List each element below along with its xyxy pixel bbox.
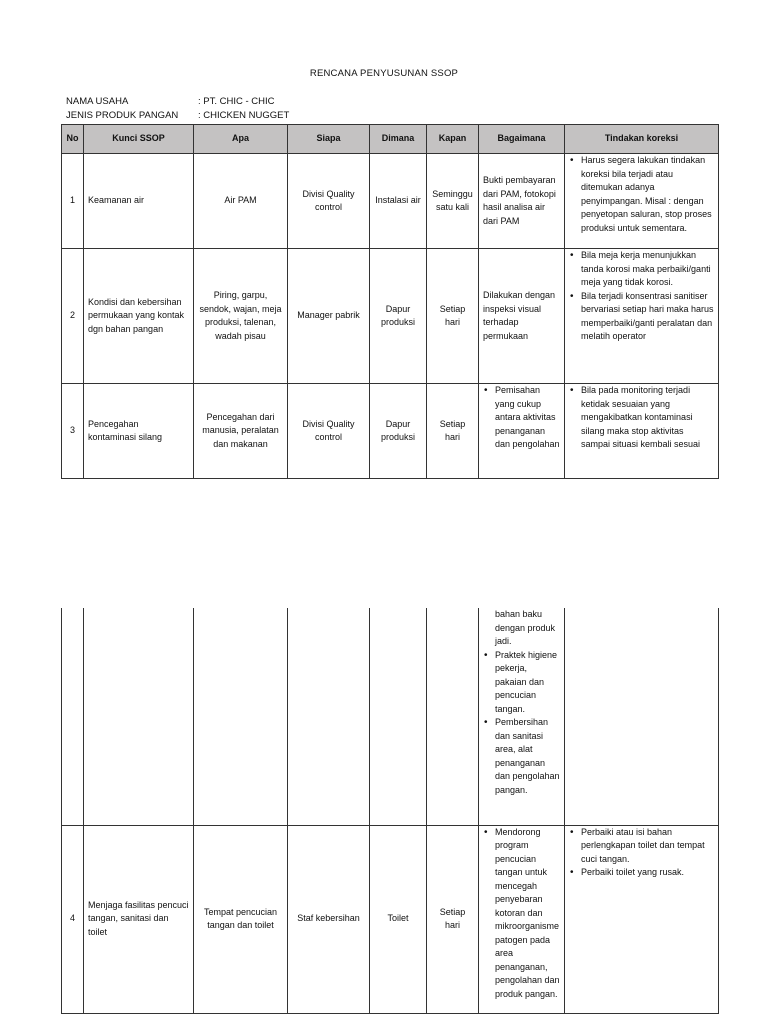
list-item: • Bila terjadi konsentrasi sanitiser bervariasi setiap hari maka harus memperbaiki/ganti peralatan dan melatih operator: [569, 290, 714, 344]
row-tindakan: [565, 249, 719, 384]
row-siapa: Divisi Quality control: [288, 384, 370, 479]
table-row: [62, 154, 719, 249]
list-item: • Perbaiki toilet yang rusak.: [569, 866, 714, 880]
business-name-value: : PT. CHIC - CHIC: [198, 96, 275, 107]
row-dimana: [370, 608, 427, 825]
table-row: [62, 825, 719, 1013]
business-name-label: NAMA USAHA: [66, 96, 129, 107]
row-dimana: Toilet: [370, 825, 427, 1013]
row-tindakan: [565, 154, 719, 249]
row-dimana: Dapur produksi: [370, 384, 427, 479]
row-no: 1: [62, 154, 84, 249]
header-siapa: Siapa: [288, 125, 370, 154]
table-row-continued: [62, 608, 719, 825]
row-kapan: Setiap hari: [427, 825, 479, 1013]
row-no: [62, 608, 84, 825]
row-kunci: Kondisi dan kebersihan permukaan yang kontak dgn bahan pangan: [84, 249, 194, 384]
row-apa: [194, 608, 288, 825]
document-title: RENCANA PENYUSUNAN SSOP: [309, 68, 459, 79]
row-tindakan: [565, 825, 719, 1013]
row-no: 3: [62, 384, 84, 479]
row-no: 4: [62, 825, 84, 1013]
table-row: [62, 249, 719, 384]
row-apa: Piring, garpu, sendok, wajan, meja produksi, talenan, wadah pisau: [194, 249, 288, 384]
product-type-line: [66, 110, 289, 121]
header-tindakan-koreksi: Tindakan koreksi: [565, 125, 719, 154]
row-dimana: Instalasi air: [370, 154, 427, 249]
list-item: • Praktek higiene pekerja, pakaian dan pencucian tangan.: [483, 649, 560, 717]
row-kapan: [427, 608, 479, 825]
row-kunci: [84, 608, 194, 825]
list-item: • Bila meja kerja menunjukkan tanda korosi maka perbaiki/ganti meja yang tidak korosi.: [569, 249, 714, 290]
row-siapa: [288, 608, 370, 825]
list-item: • Pembersihan dan sanitasi area, alat penanganan dan pengolahan pangan.: [483, 716, 560, 797]
row-bagaimana: [479, 384, 565, 479]
header-kapan: Kapan: [427, 125, 479, 154]
row-bagaimana: [479, 608, 565, 825]
product-type-value: : CHICKEN NUGGET: [198, 110, 290, 121]
row-dimana: Dapur produksi: [370, 249, 427, 384]
row-bagaimana: [479, 825, 565, 1013]
bagaimana-continued-text: bahan baku dengan produk jadi.: [495, 609, 556, 646]
header-dimana: Dimana: [370, 125, 427, 154]
row-no: 2: [62, 249, 84, 384]
row-siapa: Divisi Quality control: [288, 154, 370, 249]
row-kapan: Setiap hari: [427, 249, 479, 384]
table-row: [62, 384, 719, 479]
row-kapan: Seminggu satu kali: [427, 154, 479, 249]
row-siapa: Staf kebersihan: [288, 825, 370, 1013]
header-bagaimana: Bagaimana: [479, 125, 565, 154]
header-no: No: [62, 125, 84, 154]
row-apa: Tempat pencucian tangan dan toilet: [194, 825, 288, 1013]
row-kunci: Pencegahan kontaminasi silang: [84, 384, 194, 479]
ssop-table-continued: [61, 608, 719, 1014]
ssop-table: [61, 124, 719, 479]
row-tindakan: [565, 384, 719, 479]
row-bagaimana: Dilakukan dengan inspeksi visual terhadap permukaan: [479, 249, 565, 384]
list-item: • Mendorong program pencucian tangan untuk mencegah penyebaran kotoran dan mikroorganisme patogen pada area penanganan, pengolahan dan produk pangan.: [483, 826, 560, 1002]
row-bagaimana: Bukti pembayaran dari PAM, fotokopi hasil analisa air dari PAM: [479, 154, 565, 249]
header-apa: Apa: [194, 125, 288, 154]
product-type-label: JENIS PRODUK PANGAN: [66, 110, 179, 121]
list-item: • Perbaiki atau isi bahan perlengkapan toilet dan tempat cuci tangan.: [569, 826, 714, 867]
list-item: • Pemisahan yang cukup antara aktivitas penanganan dan pengolahan: [483, 384, 560, 452]
business-name-line: [66, 96, 275, 107]
row-apa: Pencegahan dari manusia, peralatan dan makanan: [194, 384, 288, 479]
row-tindakan: [565, 608, 719, 825]
row-kunci: Menjaga fasilitas pencuci tangan, sanitasi dan toilet: [84, 825, 194, 1013]
table-header-row: [62, 125, 719, 154]
row-kapan: Setiap hari: [427, 384, 479, 479]
row-apa: Air PAM: [194, 154, 288, 249]
header-kunci-ssop: Kunci SSOP: [84, 125, 194, 154]
list-item: • Bila pada monitoring terjadi ketidak sesuaian yang mengakibatkan kontaminasi silang maka stop aktivitas sampai situasi kembali sesuai: [569, 384, 714, 452]
list-item: • Harus segera lakukan tindakan koreksi bila terjadi atau ditemukan adanya penyimpangan. Misal : dengan penyetopan saluran, stop proses produksi untuk sementara.: [569, 154, 714, 235]
row-kunci: Keamanan air: [84, 154, 194, 249]
row-siapa: Manager pabrik: [288, 249, 370, 384]
